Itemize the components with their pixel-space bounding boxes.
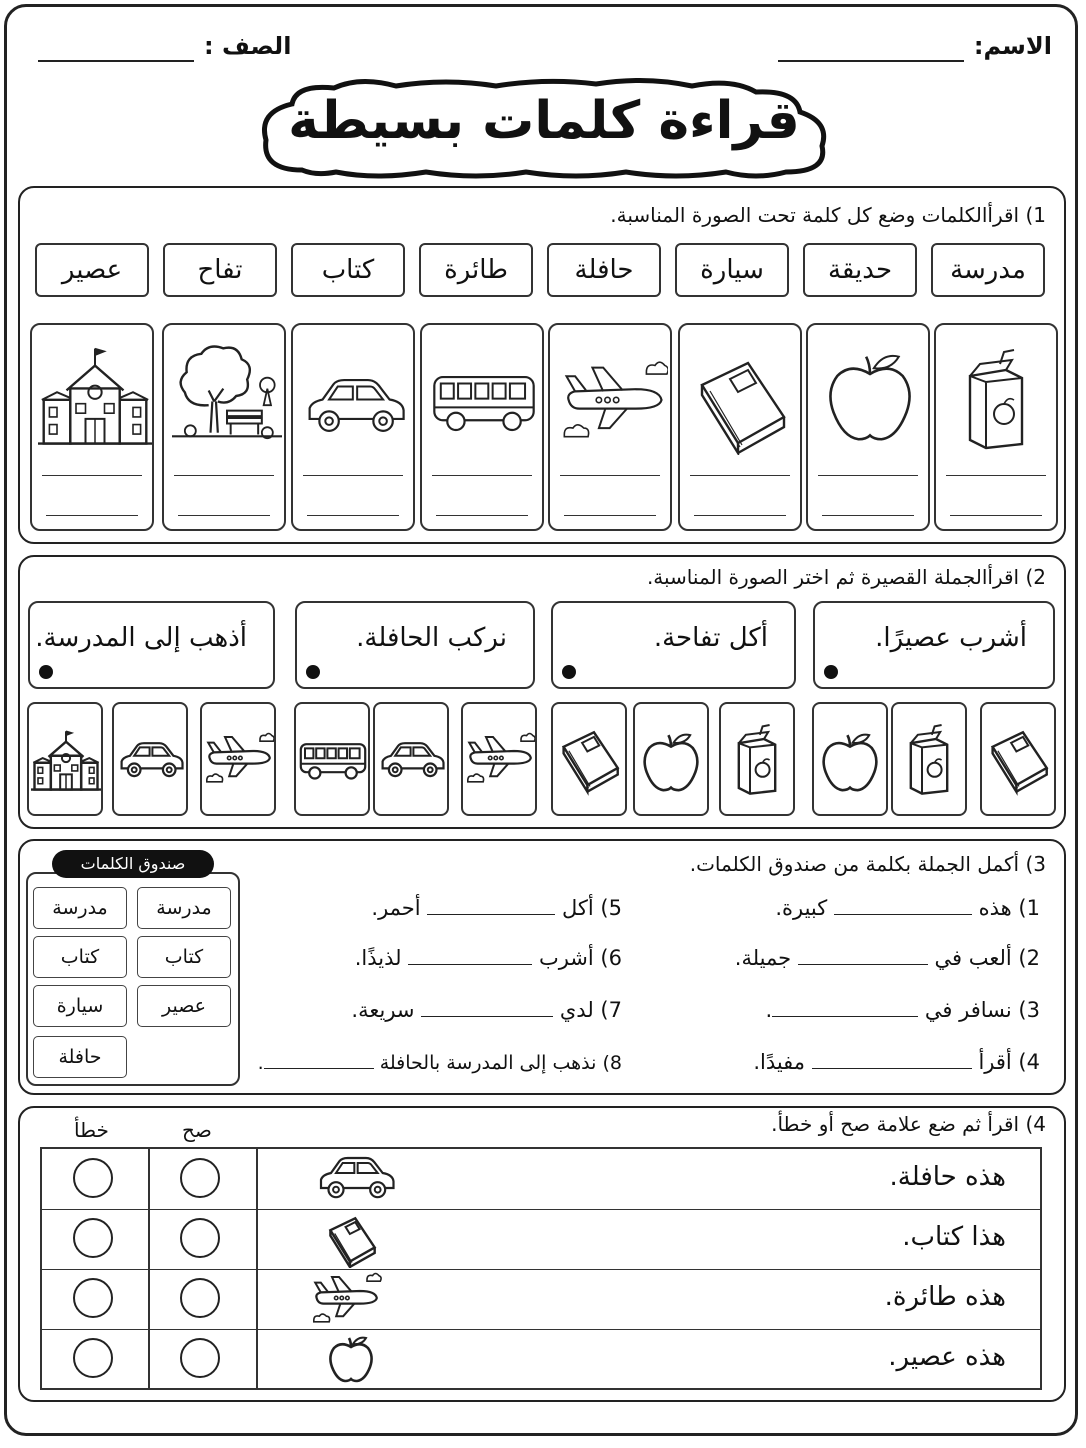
picture-card: [548, 323, 672, 531]
option-card[interactable]: [812, 702, 888, 816]
word-box: طائرة: [419, 243, 533, 297]
picture-card: [934, 323, 1058, 531]
class-label: الصف :: [204, 32, 292, 60]
car-icon: [300, 1153, 412, 1203]
true-column-header: صح: [182, 1118, 212, 1142]
false-radio[interactable]: [73, 1218, 113, 1258]
airplane-icon: [282, 1270, 410, 1326]
apple-icon: [818, 722, 882, 802]
picture-card: [162, 323, 286, 531]
option-card[interactable]: [461, 702, 537, 816]
word-box: سيارة: [675, 243, 789, 297]
bank-word: كتاب: [137, 936, 231, 978]
fill-blank[interactable]: [427, 896, 555, 915]
bus-icon: [430, 369, 538, 437]
picture-card: [30, 323, 154, 531]
fill-blank[interactable]: [812, 1050, 972, 1069]
airplane-icon: [465, 718, 535, 798]
dot-icon: [39, 665, 53, 679]
apple-icon: [639, 722, 703, 802]
word-bank-title: صندوق الكلمات: [52, 850, 214, 878]
sentence-card: [295, 601, 535, 689]
section-4-instruction: 4) اقرأ ثم ضع علامة صح أو خطأ.: [771, 1112, 1046, 1136]
fill-blank[interactable]: [834, 896, 972, 915]
answer-line[interactable]: [950, 515, 1042, 516]
word-box: عصير: [35, 243, 149, 297]
class-field[interactable]: [38, 60, 194, 62]
picture-card: [678, 323, 802, 531]
option-card[interactable]: [294, 702, 370, 816]
fill-blank[interactable]: [264, 1050, 374, 1069]
juice-box-icon: [729, 712, 785, 808]
option-card[interactable]: [373, 702, 449, 816]
word-box: مدرسة: [931, 243, 1045, 297]
fill-item: 8) نذهب إلى المدرسة بالحافلة .: [257, 1052, 622, 1074]
bus-icon: [298, 738, 368, 784]
true-radio[interactable]: [180, 1278, 220, 1318]
false-radio[interactable]: [73, 1338, 113, 1378]
false-column-header: خطأ: [74, 1118, 109, 1142]
option-card[interactable]: [633, 702, 709, 816]
fill-item: 3) نسافر في .: [765, 998, 1040, 1022]
book-icon: [557, 720, 623, 800]
book-icon: [986, 720, 1052, 800]
true-radio[interactable]: [180, 1338, 220, 1378]
school-icon: [38, 341, 152, 453]
picture-card: [806, 323, 930, 531]
sentence-text: أذهب إلى المدرسة.: [35, 623, 247, 653]
sentence-card: [813, 601, 1055, 689]
sentence-text: أكل تفاحة.: [653, 623, 768, 653]
park-icon: [172, 331, 282, 461]
statement-text: هذا كتاب.: [902, 1222, 1006, 1252]
bank-word: كتاب: [33, 936, 127, 978]
bank-word: حافلة: [33, 1036, 127, 1078]
statement-text: هذه طائرة.: [884, 1282, 1006, 1312]
fill-blank[interactable]: [798, 946, 928, 965]
book-icon: [314, 1214, 390, 1268]
name-label: الاسم:: [973, 32, 1052, 60]
option-card[interactable]: [891, 702, 967, 816]
bank-word: مدرسة: [137, 887, 231, 929]
page-title: قراءة كلمات بسيطة: [288, 91, 800, 151]
answer-line[interactable]: [46, 515, 138, 516]
option-card[interactable]: [980, 702, 1056, 816]
bank-word: عصير: [137, 985, 231, 1027]
option-card[interactable]: [551, 702, 627, 816]
answer-line[interactable]: [178, 515, 270, 516]
option-card[interactable]: [719, 702, 795, 816]
airplane-icon: [204, 718, 274, 798]
fill-item: 6) أشرب لذيذًا.: [354, 946, 622, 970]
answer-line[interactable]: [307, 515, 399, 516]
bank-word: مدرسة: [33, 887, 127, 929]
school-icon: [31, 716, 101, 806]
juice-box-icon: [956, 335, 1036, 465]
bank-word: سيارة: [33, 985, 127, 1027]
fill-item: 4) أقرأ مفيدًا.: [753, 1050, 1040, 1074]
fill-item: 7) لدي سريعة.: [351, 998, 622, 1022]
section-2-instruction: 2) اقرأالجملة القصيرة ثم اختر الصورة المناسبة.: [646, 565, 1046, 589]
picture-card: [420, 323, 544, 531]
car-icon: [377, 738, 447, 782]
statement-text: هذه حافلة.: [889, 1162, 1006, 1192]
sentence-text: أشرب عصيرًا.: [875, 623, 1027, 653]
car-icon: [116, 738, 186, 782]
answer-line[interactable]: [436, 515, 528, 516]
false-radio[interactable]: [73, 1158, 113, 1198]
sentence-card: [551, 601, 796, 689]
fill-blank[interactable]: [408, 946, 532, 965]
fill-item: 2) ألعب في جميلة.: [734, 946, 1040, 970]
true-radio[interactable]: [180, 1218, 220, 1258]
dot-icon: [562, 665, 576, 679]
word-box: حديقة: [803, 243, 917, 297]
fill-blank[interactable]: [772, 998, 918, 1017]
statement-text: هذه عصير.: [888, 1342, 1006, 1372]
picture-card: [291, 323, 415, 531]
juice-box-icon: [901, 712, 957, 808]
apple-icon: [822, 349, 918, 445]
option-card[interactable]: [112, 702, 188, 816]
apple-icon: [324, 1334, 378, 1384]
sentence-card: [28, 601, 275, 689]
section-3-instruction: 3) أكمل الجملة بكلمة من صندوق الكلمات.: [689, 852, 1046, 876]
dot-icon: [306, 665, 320, 679]
true-radio[interactable]: [180, 1158, 220, 1198]
section-1-instruction: 1) اقرأالكلمات وضع كل كلمة تحت الصورة المناسبة.: [610, 203, 1046, 227]
option-card[interactable]: [200, 702, 276, 816]
dot-icon: [824, 665, 838, 679]
sentence-text: نركب الحافلة.: [356, 623, 507, 653]
answer-line[interactable]: [564, 515, 656, 516]
false-radio[interactable]: [73, 1278, 113, 1318]
answer-line[interactable]: [822, 515, 914, 516]
word-box: تفاح: [163, 243, 277, 297]
answer-line[interactable]: [694, 515, 786, 516]
option-card[interactable]: [27, 702, 103, 816]
name-field[interactable]: [778, 60, 964, 62]
word-box: كتاب: [291, 243, 405, 297]
airplane-icon: [560, 341, 668, 459]
book-icon: [690, 355, 794, 455]
fill-item: 5) أكل أحمر.: [371, 896, 622, 920]
fill-blank[interactable]: [421, 998, 553, 1017]
word-box: حافلة: [547, 243, 661, 297]
fill-item: 1) هذه كبيرة.: [775, 896, 1040, 920]
car-icon: [301, 373, 409, 439]
